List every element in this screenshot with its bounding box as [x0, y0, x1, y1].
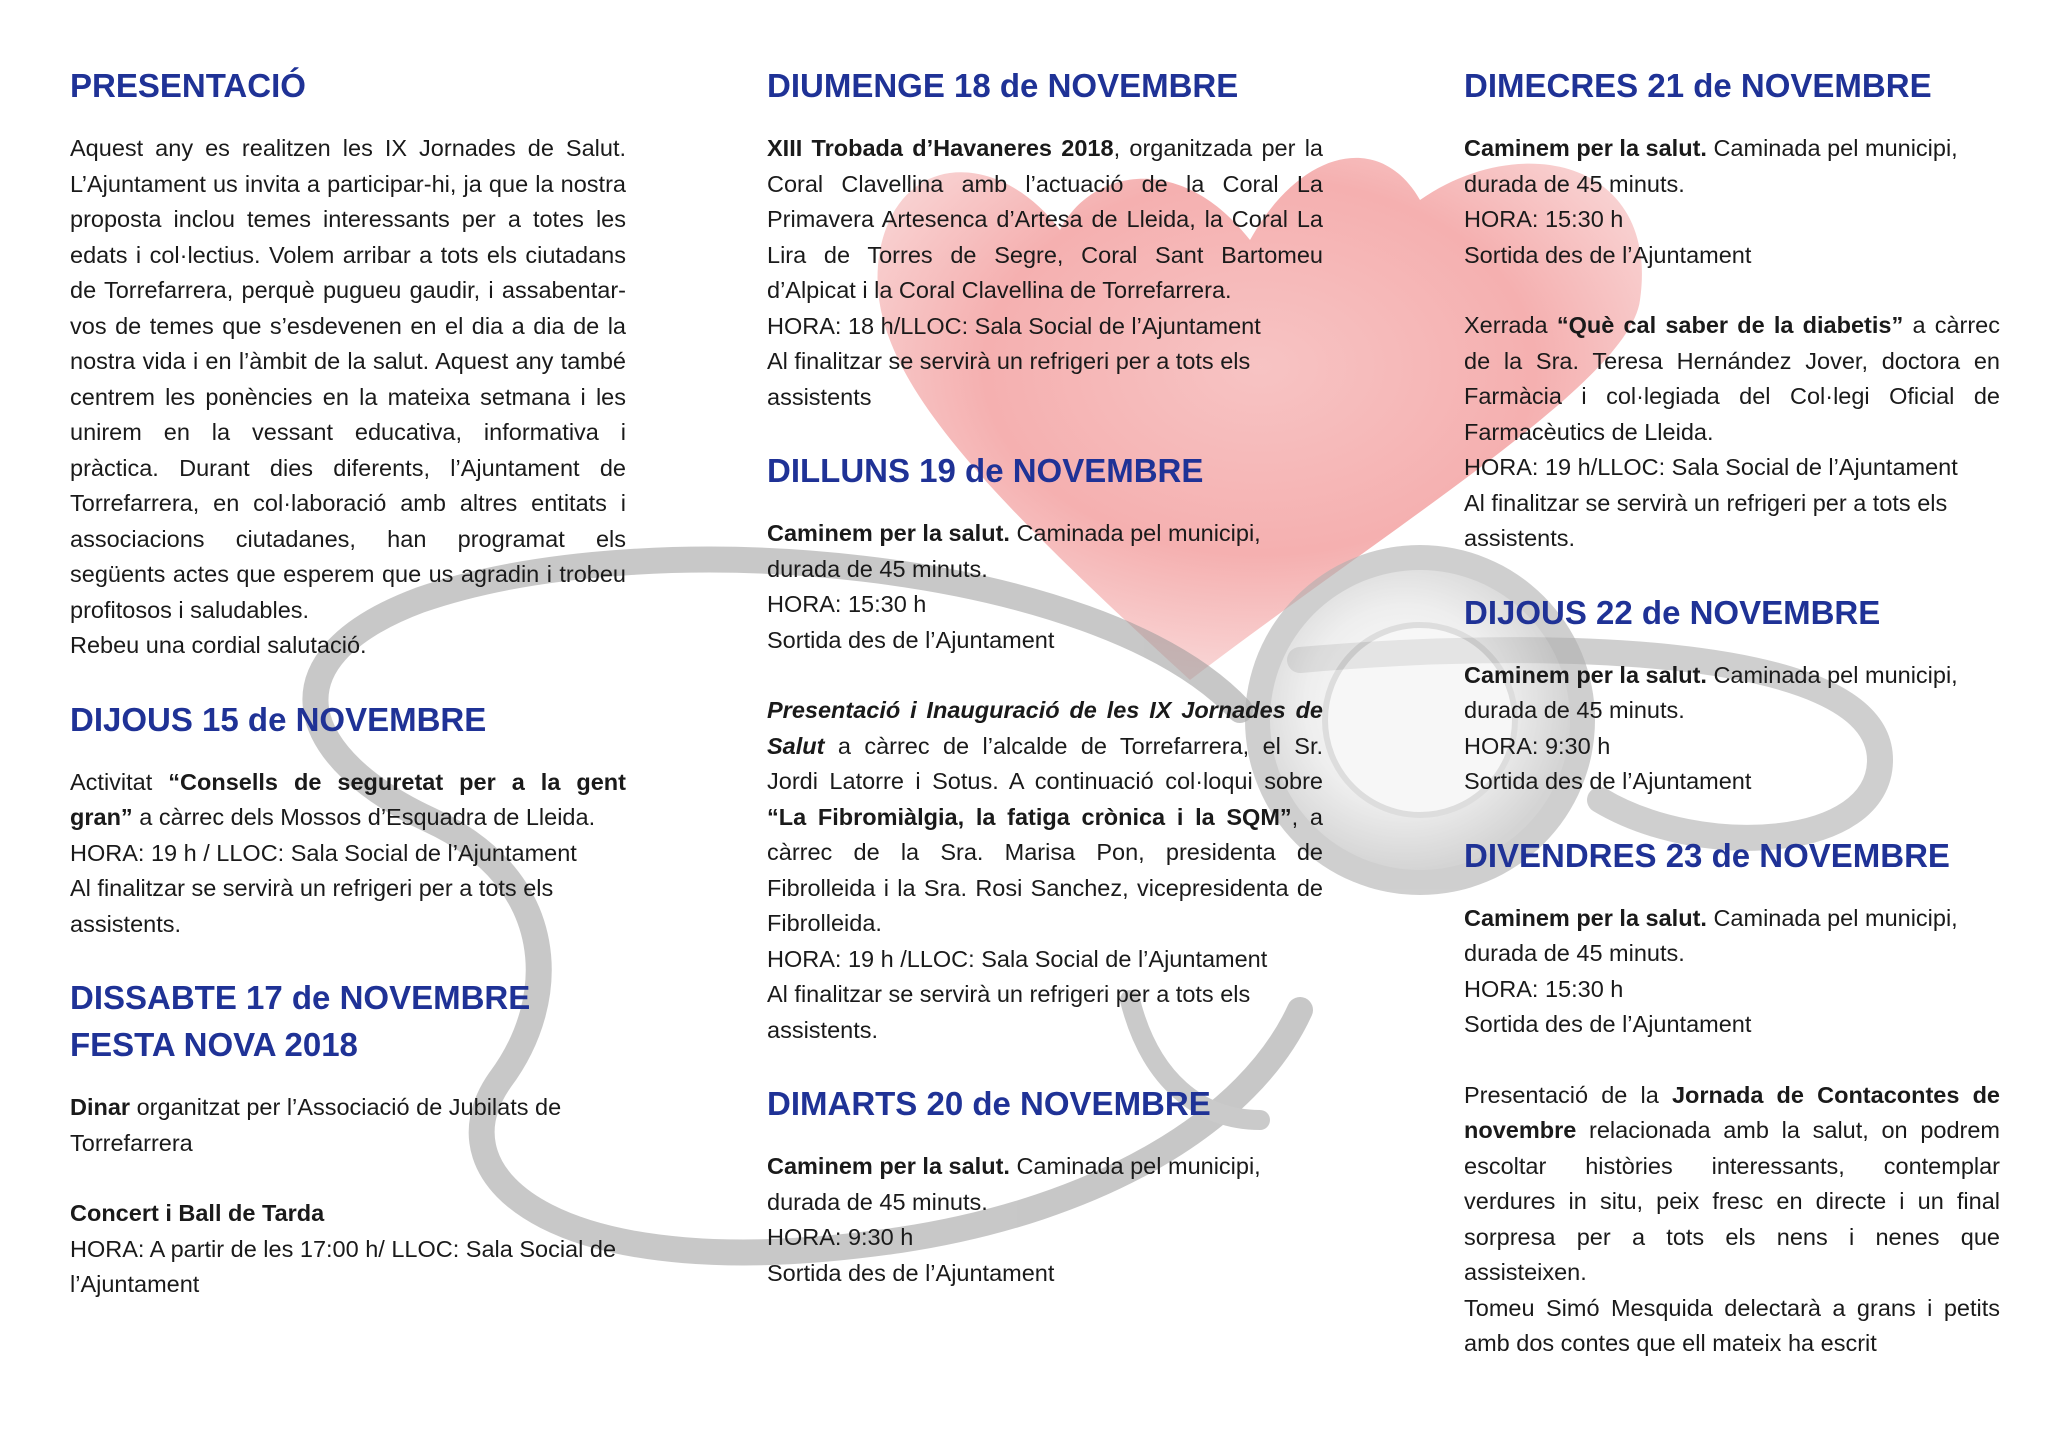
- diumenge-18-refrigeri: Al finalitzar se servirà un refrigeri per a tots els assistents: [767, 348, 1251, 410]
- diumenge-18-hora: HORA: 18 h/LLOC: Sala Social de l’Ajuntament: [767, 312, 1261, 339]
- divendres-23-hora: HORA: 15:30 h: [1464, 975, 1624, 1002]
- havaneres-title: XIII Trobada d’Havaneres 2018: [767, 135, 1114, 161]
- dimecres-21-refrigeri: Al finalitzar se servirà un refrigeri per a tots els assistents.: [1464, 489, 1948, 551]
- contacontes-title: Jornada de Contacontes de novembre: [1464, 1081, 2001, 1143]
- diumenge-18-text: [767, 131, 1323, 309]
- heading-dissabte-17: DISSABTE 17 de NOVEMBRE: [70, 979, 531, 1016]
- dimecres-21-hora: HORA: 19 h/LLOC: Sala Social de l’Ajuntament: [1464, 454, 1958, 480]
- dimarts-20-hora: HORA: 9:30 h: [767, 1224, 914, 1250]
- xerrada-prefix: Xerrada: [1464, 312, 1548, 338]
- walk-text: Caminada pel municipi, durada de 45 minuts.: [767, 520, 1261, 582]
- walk-title: Caminem per la salut.: [1464, 904, 1707, 931]
- talk-text: , a càrrec de la Sra. Marisa Pon, presidenta de Fibrolleida i la Sra. Rosi Sanchez, vicepresidenta de Fibrolleida.: [767, 803, 1323, 936]
- column-3: [1464, 62, 2000, 1362]
- activity-title: “Consells de seguretat per a la gent gran”: [70, 768, 626, 830]
- column-2: [767, 62, 1323, 1291]
- walk-text: Caminada pel municipi, durada de 45 minuts.: [1464, 904, 1958, 966]
- dimecres-21-sortida: Sortida des de l’Ajuntament: [1464, 241, 1752, 268]
- heading-dijous-15: DIJOUS 15 de NOVEMBRE: [70, 700, 487, 738]
- talk-title: “La Fibromiàlgia, la fatiga crònica i la SQM”: [767, 803, 1292, 830]
- presentacio-text: a càrrec de l’alcalde de Torrefarrera, el Sr. Jordi Latorre i Sotus. A continuació col·loqui sobre: [767, 732, 1323, 794]
- heading-dimarts-20: DIMARTS 20 de NOVEMBRE: [767, 1085, 1211, 1122]
- talk-title: “Què cal saber de la diabetis”: [1556, 312, 1904, 338]
- dijous-15-refrigeri: Al finalitzar se servirà un refrigeri per a tots els assistents.: [70, 875, 554, 937]
- dilluns-19-walk: [767, 516, 1323, 587]
- walk-text: Caminada pel municipi, durada de 45 minuts.: [1464, 661, 1958, 723]
- activity-prefix: Activitat: [70, 768, 153, 795]
- dijous-22-walk: [1464, 658, 2000, 729]
- dimecres-21-walk: [1464, 131, 2000, 202]
- contacontes-prefix: Presentació de la: [1464, 1081, 1659, 1108]
- heading-dimecres-21: DIMECRES 21 de NOVEMBRE: [1464, 67, 1932, 104]
- divendres-23-contacontes: [1464, 1078, 2000, 1291]
- divendres-23-tomeu: Tomeu Simó Mesquida delectarà a grans i petits amb dos contes que ell mateix ha escrit: [1464, 1294, 2000, 1356]
- heading-dilluns-19: DILLUNS 19 de NOVEMBRE: [767, 452, 1204, 489]
- presentacio-text: Aquest any es realitzen les IX Jornades de Salut. L’Ajuntament us invita a participar-hi, ja que la nostra proposta inclou temes interessants per a totes les edats i col·lectius. Volem arribar a tots els ciutadans de Torrefarrera, perquè pugueu gaudir, i assabentar-vos de temes que s’esdevenen en el dia a dia de la nostra vida i en l’àmbit de la salut. Aquest any també centrem les ponències en la mateixa setmana i les unirem en la vessant educativa, informativa i pràctica. Durant dies diferents, l’Ajuntament de Torrefarrera, en col·laboració amb altres entitats i associacions ciutadanes, han programat els següents actes que esperem que us agradin i trobeu profitosos i saludables.: [70, 135, 626, 623]
- contacontes-text: relacionada amb la salut, on podrem escoltar històries interessants, contemplar verdures in situ, peix fresc en directe i un final sorpresa per a tots els nens i nenes que assisteixen.: [1464, 1117, 2000, 1285]
- dijous-22-sortida: Sortida des de l’Ajuntament: [1464, 768, 1752, 794]
- dimarts-20-walk: [767, 1149, 1323, 1220]
- dilluns-19-refrigeri: Al finalitzar se servirà un refrigeri per a tots els assistents.: [767, 981, 1251, 1043]
- dimarts-20-sortida: Sortida des de l’Ajuntament: [767, 1259, 1055, 1286]
- dinar-text: organitzat per l’Associació de Jubilats de Torrefarrera: [70, 1094, 562, 1156]
- walk-title: Caminem per la salut.: [1464, 661, 1707, 688]
- talk-text: a càrrec de la Sra. Teresa Hernández Jover, doctora en Farmàcia i col·legiada del Col·legi Oficial de Farmacèutics de Lleida.: [1464, 312, 2000, 445]
- dissabte-17-dinar: [70, 1090, 626, 1161]
- dijous-22-hora: HORA: 9:30 h: [1464, 732, 1611, 759]
- heading-festa-nova: FESTA NOVA 2018: [70, 1026, 358, 1063]
- dijous-15-activity: [70, 765, 626, 836]
- walk-text: Caminada pel municipi, durada de 45 minuts.: [1464, 135, 1958, 197]
- heading-presentacio: PRESENTACIÓ: [70, 67, 306, 104]
- heading-diumenge-18: DIUMENGE 18 de NOVEMBRE: [767, 67, 1239, 104]
- havaneres-text: , organitzada per la Coral Clavellina amb l’actuació de la Coral La Primavera Artesenca d’Artesa de Lleida, la Coral La Lira de Torres de Segre, Coral Sant Bartomeu d’Alpicat i la Coral Clavellina de Torrefarrera.: [767, 135, 1323, 303]
- dimecres-21-hora-walk: HORA: 15:30 h: [1464, 206, 1624, 232]
- heading-dijous-22: DIJOUS 22 de NOVEMBRE: [1464, 593, 1881, 631]
- walk-title: Caminem per la salut.: [1464, 135, 1707, 161]
- walk-title: Caminem per la salut.: [767, 1153, 1010, 1179]
- walk-text: Caminada pel municipi, durada de 45 minuts.: [767, 1153, 1261, 1215]
- presentacio-title: Presentació i Inauguració de les IX Jornades de Salut: [767, 697, 1323, 759]
- dilluns-19-presentacio: [767, 693, 1323, 942]
- dijous-15-hora: HORA: 19 h / LLOC: Sala Social de l’Ajuntament: [70, 839, 577, 866]
- dimecres-21-xerrada: [1464, 308, 2000, 450]
- walk-title: Caminem per la salut.: [767, 520, 1010, 546]
- activity-text: a càrrec dels Mossos d’Esquadra de Lleida.: [139, 804, 596, 830]
- dilluns-19-hora: HORA: 19 h /LLOC: Sala Social de l’Ajuntament: [767, 945, 1268, 972]
- divendres-23-walk: [1464, 901, 2000, 972]
- dilluns-19-sortida: Sortida des de l’Ajuntament: [767, 626, 1055, 653]
- column-1: [70, 62, 626, 1303]
- presentacio-closing: Rebeu una cordial salutació.: [70, 632, 367, 658]
- dissabte-17-hora: HORA: A partir de les 17:00 h/ LLOC: Sala Social de l’Ajuntament: [70, 1235, 617, 1297]
- dilluns-19-hora-walk: HORA: 15:30 h: [767, 591, 927, 617]
- heading-divendres-23: DIVENDRES 23 de NOVEMBRE: [1464, 836, 1950, 874]
- divendres-23-sortida: Sortida des de l’Ajuntament: [1464, 1011, 1752, 1037]
- concert-title: Concert i Ball de Tarda: [70, 1200, 325, 1226]
- dinar-label: Dinar: [70, 1094, 131, 1120]
